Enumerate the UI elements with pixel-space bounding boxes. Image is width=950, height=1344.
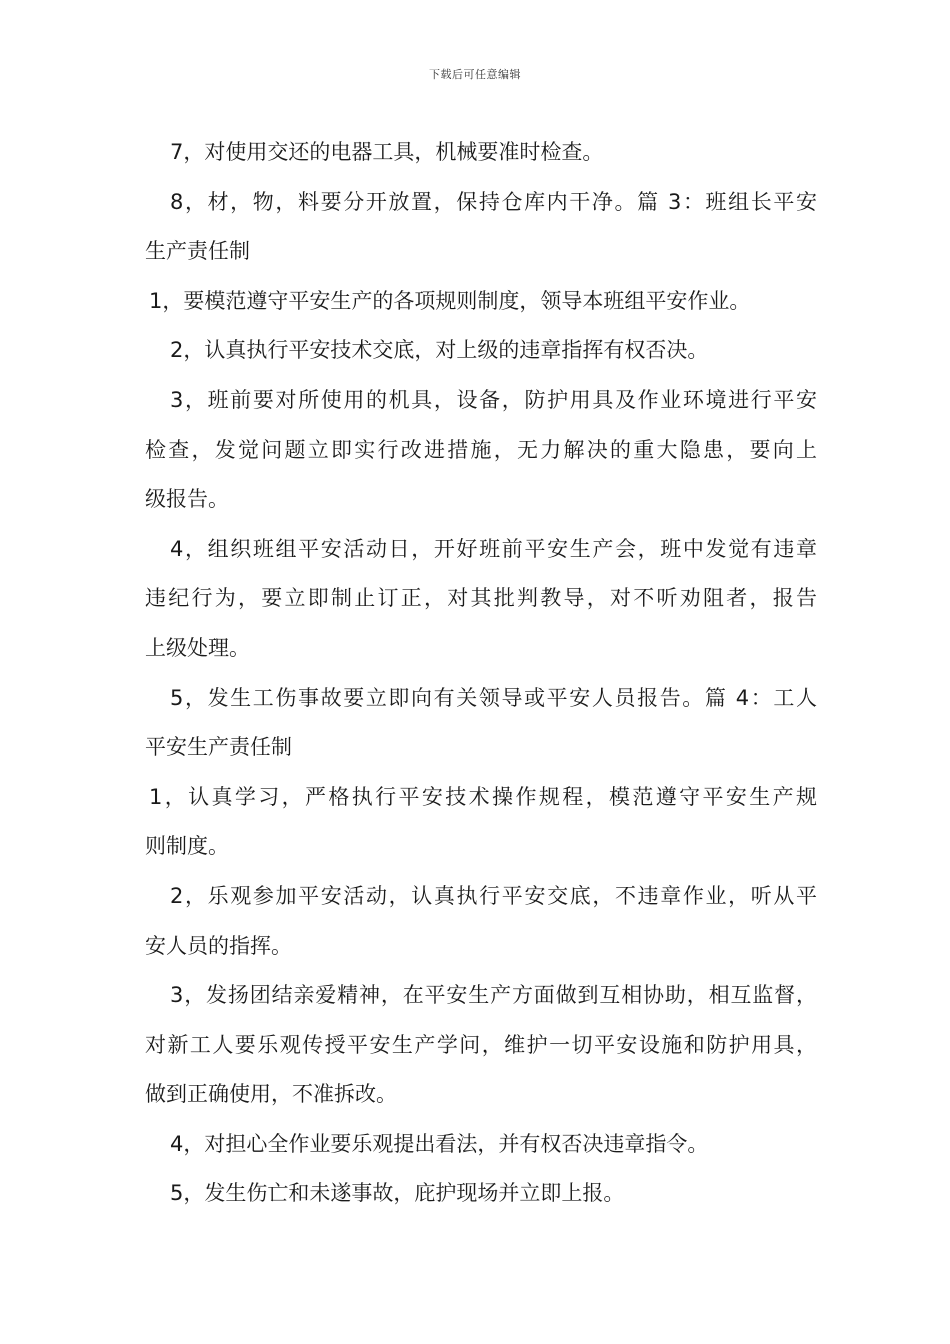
text-line: 1，认真学习，严格执行平安技术操作规程，模范遵守平安生产规 bbox=[149, 784, 817, 809]
text-line: 4，对担心全作业要乐观提出看法，并有权否决违章指令。 bbox=[170, 1131, 709, 1156]
text-line: 上级处理。 bbox=[145, 635, 250, 660]
text-line: 对新工人要乐观传授平安生产学问，维护一切平安设施和防护用具， bbox=[145, 1032, 817, 1057]
text-line: 4，组织班组平安活动日，开好班前平安生产会，班中发觉有违章 bbox=[170, 536, 817, 561]
text-line: 2，乐观参加平安活动，认真执行平安交底，不违章作业，听从平 bbox=[170, 883, 817, 908]
text-line: 8，材，物，料要分开放置，保持仓库内干净。篇 3：班组长平安 bbox=[170, 189, 817, 214]
page-header: 下载后可任意编辑 bbox=[429, 68, 521, 81]
text-line: 3，发扬团结亲爱精神，在平安生产方面做到互相协助，相互监督， bbox=[170, 983, 817, 1008]
text-line: 则制度。 bbox=[145, 834, 229, 859]
text-line: 安人员的指挥。 bbox=[145, 933, 292, 958]
text-line: 1，要模范遵守平安生产的各项规则制度，领导本班组平安作业。 bbox=[149, 288, 751, 313]
text-line: 平安生产责任制 bbox=[145, 735, 292, 760]
text-line: 做到正确使用，不准拆改。 bbox=[145, 1082, 397, 1107]
text-line: 检查，发觉问题立即实行改进措施，无力解决的重大隐患，要向上 bbox=[145, 437, 817, 462]
document-body bbox=[145, 128, 817, 1219]
text-line: 5，发生伤亡和未遂事故，庇护现场并立即上报。 bbox=[170, 1181, 625, 1206]
text-line: 3，班前要对所使用的机具，设备，防护用具及作业环境进行平安 bbox=[170, 387, 817, 412]
text-line: 级报告。 bbox=[145, 487, 229, 512]
text-line: 5，发生工伤事故要立即向有关领导或平安人员报告。篇 4：工人 bbox=[170, 685, 817, 710]
text-line: 2，认真执行平安技术交底，对上级的违章指挥有权否决。 bbox=[170, 338, 709, 363]
text-line: 7，对使用交还的电器工具，机械要准时检查。 bbox=[170, 140, 604, 164]
text-line: 违纪行为，要立即制止订正，对其批判教导，对不听劝阻者，报告 bbox=[145, 586, 817, 611]
text-line: 生产责任制 bbox=[145, 239, 250, 264]
